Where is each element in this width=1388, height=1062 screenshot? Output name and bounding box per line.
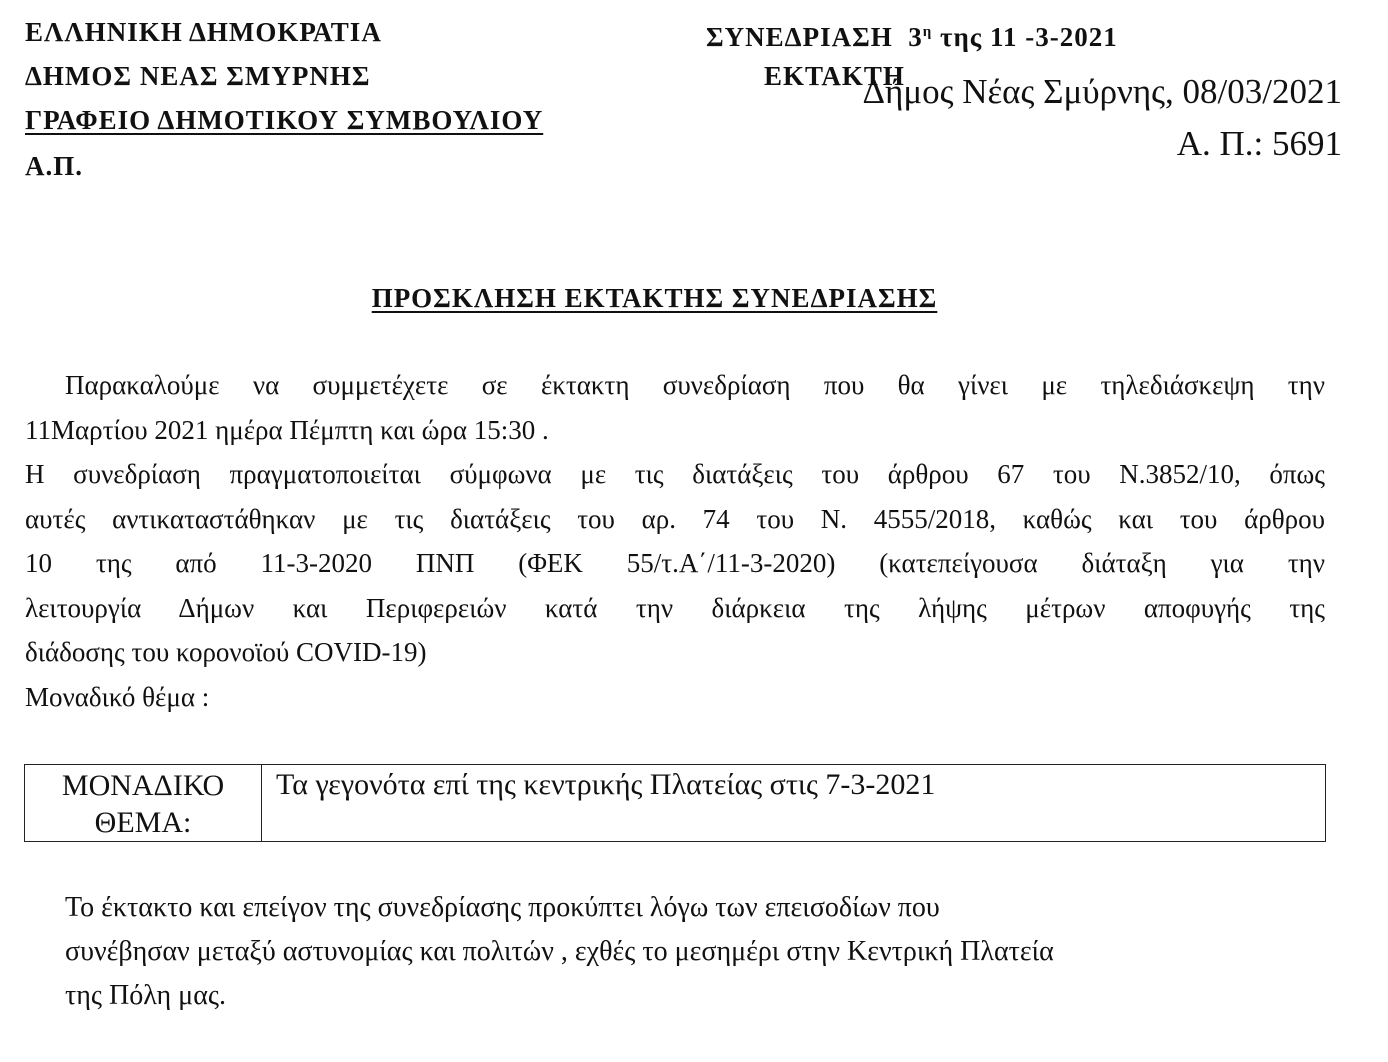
session-header <box>706 16 1118 53</box>
footer-text <box>65 886 1054 1018</box>
topic-label-line1: ΜΟΝΑΔΙΚΟ <box>61 769 225 802</box>
body-p1-line1: Παρακαλούμε να συμμετέχετε σε έκτακτη συνεδρίαση που θα γίνει με τηλεδιάσκεψη την <box>65 370 1325 400</box>
body-text <box>25 363 1325 719</box>
session-number: 3 <box>908 22 923 52</box>
header-greek-republic: ΕΛΛΗΝΙΚΗ ΔΗΜΟΚΡΑΤΙΑ <box>25 17 382 47</box>
topic-intro: Μοναδικό θέμα : <box>25 681 210 712</box>
body-p1-line2: 11Μαρτίου 2021 ημέρα Πέμπτη και ώρα 15:30 . <box>25 414 549 445</box>
session-prefix: ΣΥΝΕΔΡΙΑΣΗ <box>706 22 893 52</box>
header-protocol-label: Α.Π. <box>25 151 83 181</box>
footer-line2: συνέβησαν μεταξύ αστυνομίας και πολιτών , εχθές το μεσημέρι στην Κεντρική Πλατεία <box>65 936 1054 967</box>
body-p2-line1: Η συνεδρίαση πραγματοποιείται σύμφωνα με τις διατάξεις του άρθρου 67 του Ν.3852/10, όπως <box>25 459 1325 489</box>
header-council-office: ΓΡΑΦΕΙΟ ΔΗΜΟΤΙΚΟΥ ΣΥΜΒΟΥΛΙΟΥ <box>25 105 544 135</box>
body-p2-line2: αυτές αντικαταστάθηκαν με τις διατάξεις του αρ. 74 του Ν. 4555/2018, καθώς και του άρθρου <box>25 503 1325 534</box>
topic-value-cell: Τα γεγονότα επί της κεντρικής Πλατείας στις 7-3-2021 <box>262 765 1326 842</box>
topic-label-line2: ΘΕΜΑ: <box>94 806 192 839</box>
session-suffix: της 11 -3-2021 <box>940 22 1118 52</box>
stamp-date: Δήμος Νέας Σμύρνης, 08/03/2021 <box>862 72 1342 111</box>
document-title <box>323 283 986 314</box>
body-p2-line4: λειτουργία Δήμων και Περιφερειών κατά την διάρκεια της λήψης μέτρων αποφυγής της <box>25 592 1325 623</box>
footer-line3: της Πόλη μας. <box>65 980 226 1011</box>
stamp-protocol-number: Α. Π.: 5691 <box>1176 124 1342 163</box>
header-municipality: ΔΗΜΟΣ ΝΕΑΣ ΣΜΥΡΝΗΣ <box>25 61 371 91</box>
session-type: ΕΚΤΑΚΤΗ <box>764 61 905 91</box>
table-row <box>25 765 1326 842</box>
document-title-text: ΠΡΟΣΚΛΗΣΗ ΕΚΤΑΚΤΗΣ ΣΥΝΕΔΡΙΑΣΗΣ <box>371 283 938 313</box>
footer-line1: Το έκτακτο και επείγον της συνεδρίασης προκύπτει λόγω των επεισοδίων που <box>65 892 940 923</box>
body-p2-line3: 10 της από 11-3-2020 ΠΝΠ (ΦΕΚ 55/τ.Α΄/11-3-2020) (κατεπείγουσα διάταξη για την <box>25 548 1325 578</box>
topic-table <box>24 764 1326 842</box>
session-sup: η <box>922 24 933 40</box>
body-p2-line5: διάδοσης του κορονοϊού COVID-19) <box>25 637 427 667</box>
topic-label-cell <box>25 765 262 842</box>
